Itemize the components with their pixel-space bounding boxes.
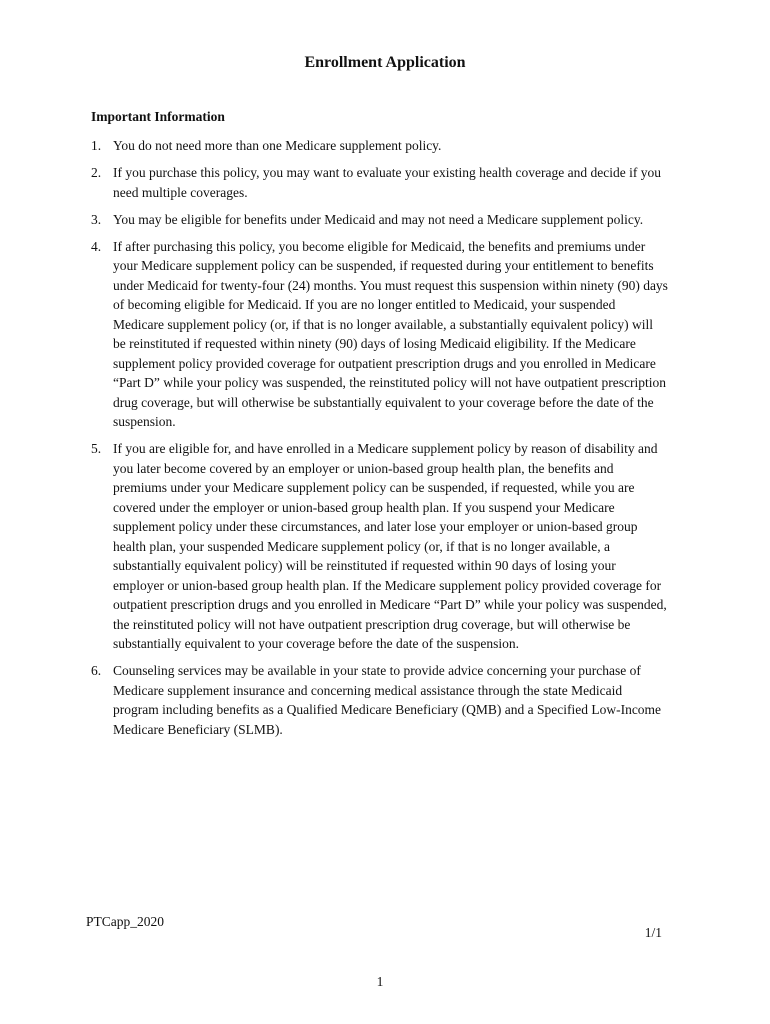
section-heading: Important Information <box>91 109 225 124</box>
page-title: Enrollment Application <box>304 54 466 71</box>
list-item-text: If after purchasing this policy, you become eligible for Medicaid, the benefits and premiums under your Medicare supplement policy can be suspended, if requested during your entitlement to benefits under Medicaid for twenty-four (24) months. You must request this suspension within ninety (90) days of becoming eligible for Medicaid. If you are no longer entitled to Medicaid, your suspended Medicare supplement policy (or, if that is no longer available, a substantially equivalent policy) will be reinstituted if requested within ninety (90) days of losing Medicaid eligibility. If the Medicare supplement policy provided coverage for outpatient prescription drugs and you enrolled in Medicare “Part D” while your policy was suspended, the reinstituted policy will not have outpatient prescription drug coverage, but will otherwise be substantially equivalent to your coverage before the date of the suspension. <box>113 238 668 429</box>
list-item-number: 3. <box>91 211 102 227</box>
list-item-number: 2. <box>91 165 102 180</box>
list-item-text: If you purchase this policy, you may want to evaluate your existing health coverage and decide if you need multiple coverages. <box>113 165 661 200</box>
list-item <box>91 439 669 654</box>
list-item-number: 4. <box>91 238 102 254</box>
list-item-text: You may be eligible for benefits under Medicaid and may not need a Medicare supplement policy. <box>113 211 644 227</box>
list-item-number: 5. <box>91 441 102 456</box>
list-item-number: 1. <box>91 138 102 153</box>
page-number: 1 <box>376 974 384 989</box>
list-item-text: If you are eligible for, and have enrolled in a Medicare supplement policy by reason of disability and you later become covered by an employer or union-based group health plan, the benefits and premiums under your Medicare supplement policy can be suspended, if requested, while you are covered under the employer or union-based group health plan. If you suspend your Medicare supplement policy under these circumstances, and later lose your employer or union-based group health plan, your suspended Medicare supplement policy (or, if that is no longer available, a substantially equivalent policy) will be reinstituted if requested within 90 days of losing your employer or union-based group health plan. If the Medicare supplement policy provided coverage for outpatient prescription drugs and you enrolled in Medicare “Part D” while your policy was suspended, the reinstituted policy will not have outpatient prescription drug coverage, but will otherwise be substantially equivalent to your coverage before the date of the suspension. <box>113 441 667 651</box>
list-item <box>91 163 669 202</box>
form-code: PTCapp_2020 <box>86 914 165 929</box>
page-fraction: 1/1 <box>644 925 662 940</box>
list-item <box>91 136 669 156</box>
list-item <box>91 210 669 230</box>
list-item-text: You do not need more than one Medicare supplement policy. <box>113 138 442 153</box>
list-item-text: Counseling services may be available in your state to provide advice concerning your purchase of Medicare supplement insurance and concerning medical assistance through the state Medicaid program including benefits as a Qualified Medicare Beneficiary (QMB) and a Specified Low-Income Medicare Beneficiary (SLMB). <box>113 663 662 737</box>
list-item-number: 6. <box>91 663 102 678</box>
list-item <box>91 237 669 432</box>
important-information-list <box>91 136 669 747</box>
list-item <box>91 661 669 739</box>
